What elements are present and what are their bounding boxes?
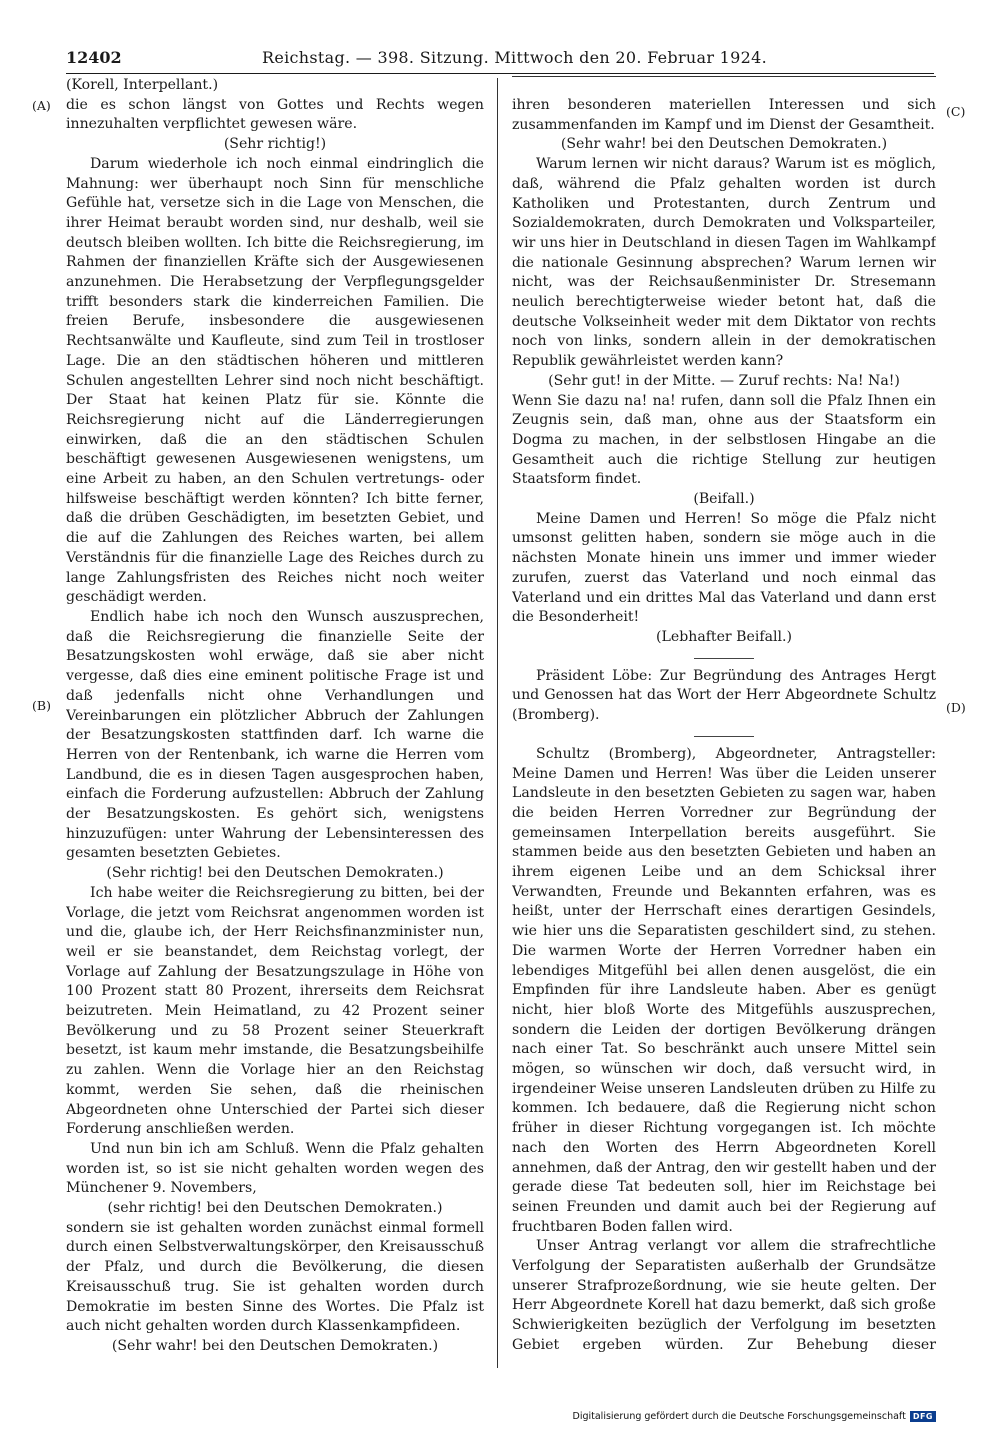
interjection: (Sehr wahr! bei den Deutschen Demokraten.) <box>111 1338 439 1354</box>
right-column-top-rule <box>512 76 936 77</box>
page-number: 12402 <box>66 48 122 67</box>
header-rule <box>66 73 934 74</box>
left-column <box>66 76 484 1358</box>
margin-mark-c: (C) <box>946 104 966 119</box>
margin-mark-d: (D) <box>946 700 966 715</box>
footer <box>573 1411 936 1422</box>
paragraph: Endlich habe ich noch den Wunsch auszusprechen, daß die Reichsregierung die finanzielle Seite der Besatzungskosten wohl erwäge, daß sie aber nicht vergesse, daß dies eine eminent politische Frage ist und daß jedenfalls nicht ohne Verhandlungen und Vereinbarungen ein plötzlicher Abbruch der Zahlungen der Besatzungskosten stattfinden darf. Ich warne die Herren von der Rentenbank, ich warne die Herren vom Landbund, die es in diesen Tagen ausgesprochen haben, einfach die Forderung aufzustellen: Abbruch der Zahlung der Besatzungskosten. Es gehört sich, wenigstens hinzuzufügen: unter Wahrung der Lebensinteressen des gesamten besetzten Gebietes. <box>66 608 484 862</box>
interjection: (Sehr richtig!) <box>223 136 327 153</box>
speaker-paragraph: Präsident Löbe: Zur Begründung des Antrages Hergt und Genossen hat das Wort der Herr Abgeordnete Schultz (Bromberg). <box>512 667 936 724</box>
speaker-paragraph: Schultz (Bromberg), Abgeordneter, Antragsteller: Meine Damen und Herren! Was über die Leiden unserer Landsleute in den besetzten Gebieten zu sagen war, haben die beiden Herren Vorredner zur Begründung der gemeinsamen Interpellation bereits ausgeführt. Sie stammen beide aus den besetzten Gebieten und haben an ihrem eigenen Leibe und an dem Schicksal ihrer Verwandten, Freunde und Bekannten erfahren, was es heißt, unter der Herrschaft eines derartigen Gesindels, wie hier uns die Separatisten geschildert sind, zu stehen. Die warmen Worte der Herren Vorredner haben ein lebendiges Mitgefühl bei allen denen ausgelöst, die ein Empfinden für ihre Landsleute haben. Aber es genügt nicht, hier bloß Worte des Mitgefühls auszusprechen, sondern die Leiden der dortigen Bevölkerung drängen nach einer Tat. So beschränkt auch unsere Mittel sein mögen, so wünschen wir doch, daß versucht wird, in irgendeiner Weise unseren Landsleuten drüben zu Hilfe zu kommen. Ich bedauere, daß die Regierung nicht schon früher in dieser Richtung vorgegangen ist. Ich möchte nach den Worten des Herrn Abgeordneten Korell annehmen, daß der Antrag, den wir gestellt haben und der gerade diese Tat bedeuten soll, hier im Reichstage bei seinen Freunden und damit auch bei der Regierung auf fruchtbaren Boden fallen wird. <box>512 745 936 1235</box>
speaker-separator <box>694 658 754 659</box>
paragraph: Wenn Sie dazu na! na! rufen, dann soll die Pfalz Ihnen ein Zeugnis sein, daß man, ohne aus der Staatsform ein Dogma zu machen, in der selbstlosen Hingabe an die Gesamtheit auch die richtige Stellung zur heutigen Staatsform findet. <box>512 392 936 488</box>
paragraph: Meine Damen und Herren! So möge die Pfalz nicht umsonst gelitten haben, sondern sie möge auch in die nächsten Monate hinein uns immer und immer wieder zurufen, zuerst das Vaterland und noch einmal das Vaterland und ein drittes Mal das Vaterland und dann erst die Besonderheit! <box>512 510 936 626</box>
paragraph: ihren besonderen materiellen Interessen und sich zusammenfanden im Kampf und im Dienst der Gesamtheit. <box>512 97 936 133</box>
footer-credit: Digitalisierung gefördert durch die Deutsche Forschungsgemeinschaft <box>572 1411 906 1422</box>
margin-mark-b: (B) <box>32 698 51 713</box>
paragraph <box>66 1357 484 1358</box>
interjection: (Sehr gut! in der Mitte. — Zuruf rechts: Na! Na!) <box>548 372 900 389</box>
page-header <box>66 48 934 72</box>
dfg-logo: DFG <box>910 1411 936 1422</box>
paragraph: sondern sie ist gehalten worden zunächst einmal formell durch einen Selbstverwaltungskörper, den Kreisausschuß der Pfalz, und durch die Bevölkerung, die diesen Kreisausschuß trug. Sie ist gehalten worden durch Demokratie im besten Sinne des Wortes. Die Pfalz ist auch nicht gehalten worden durch Klassenkampfideen. <box>66 1219 484 1335</box>
running-head: Reichstag. — 398. Sitzung. Mittwoch den 20. Februar 1924. <box>262 48 767 67</box>
paragraph: Warum lernen wir nicht daraus? Warum ist es möglich, daß, während die Pfalz gehalten worden ist durch Katholiken und Protestanten, durch Zentrum und Sozialdemokraten, durch Demokraten und Volksparteiler, wir uns hier in Deutschland in diesen Tagen im Wahlkampf die nationale Gesinnung absprechen? Warum lernen wir nicht, was der Reichsaußenminister Dr. Stresemann neulich berechtigterweise wieder betont hat, daß die deutsche Volkseinheit weder mit dem Diktator von rechts noch von links, sondern allein in der demokratischen Republik gewährleistet werden kann? <box>512 156 936 370</box>
paragraph: (Korell, Interpellant.) <box>66 77 219 93</box>
paragraph: Unser Antrag verlangt vor allem die strafrechtliche Verfolgung der Separatisten außerhalb der Grundsätze unserer Strafprozeßordnung, wie sie heute gelten. Der Herr Abgeordnete Korell hat dazu bemerkt, daß sich große Schwierigkeiten bezüglich der Verfolgung im besetzten Gebiet ergeben würden. Zur Behebung dieser <box>512 1238 936 1353</box>
interjection: (Sehr richtig! bei den Deutschen Demokraten.) <box>106 865 444 882</box>
paragraph: die es schon längst von Gottes und Rechts wegen innezuhalten verpflichtet gewesen wäre. <box>66 96 484 133</box>
margin-mark-a: (A) <box>32 98 51 113</box>
paragraph: Darum wiederhole ich noch einmal eindringlich die Mahnung: wer überhaupt noch Sinn für menschliche Gefühle hat, versetze sich in die Lage von Menschen, die ihrer Heimat beraubt worden sind, nur deshalb, weil sie deutsch bleiben wollten. Ich bitte die Reichsregierung, im Rahmen der finanziellen Kräfte sich der Ausgewiesenen anzunehmen. Die Herabsetzung der Verpflegungsgelder trifft besonders stark die kinderreichen Familien. Die freien Berufe, insbesondere die ausgewiesenen Rechtsanwälte und Kaufleute, sind zum Teil in trostloser Lage. Die an den städtischen höheren und mittleren Schulen angestellten Lehrer sind noch nicht beschäftigt. Der Staat hat keinen Platz für sie. Könnte die Reichsregierung nicht auf die Länderregierungen einwirken, daß die an den städtischen Schulen beschäftigt gewesenen Ausgewiesenen wenigstens, um eine Arbeit zu haben, an den Schulen vertretungs- oder hilfsweise beschäftigt werden könnten? Ich bitte ferner, daß die drüben Geschädigten, im besetzten Gebiet, und die auf die Zahlungen des Reiches warten, bei allem Verständnis für die finanzielle Lage des Reiches durch zu lange Zahlungsfristen des Reiches nicht noch weiter geschädigt werden. <box>66 155 484 606</box>
interjection: (Lebhafter Beifall.) <box>656 628 792 645</box>
right-column <box>512 96 936 1358</box>
column-divider <box>497 78 498 1368</box>
interjection: (Beifall.) <box>693 491 755 508</box>
interjection: (sehr richtig! bei den Deutschen Demokraten.) <box>107 1200 443 1217</box>
speaker-separator <box>694 736 754 737</box>
paragraph: Ich habe weiter die Reichsregierung zu bitten, bei der Vorlage, die jetzt vom Reichsrat angenommen worden ist und die, glaube ich, der Herr Reichsfinanzminister nun, weil er sie beanstandet, dem Reichstag vorlegt, der Vorlage auf Zahlung der Besatzungszulage in Höhe von 100 Prozent statt 80 Prozent, ihrerseits dem Reichsrat beizutreten. Mein Heimatland, zu 42 Prozent seiner Bevölkerung und zu 58 Prozent seiner Steuerkraft besetzt, ist kaum mehr imstande, die Besatzungsbeihilfe zu zahlen. Wenn die Vorlage hier an den Reichstag kommt, werden Sie sehen, daß die rheinischen Abgeordneten ohne Unterschied der Partei sich dieser Forderung anschließen werden. <box>66 884 484 1138</box>
interjection: (Sehr wahr! bei den Deutschen Demokraten.) <box>560 136 888 153</box>
paragraph: Und nun bin ich am Schluß. Wenn die Pfalz gehalten worden ist, so ist sie nicht gehalten worden wegen des Münchener 9. Novembers, <box>66 1140 484 1197</box>
